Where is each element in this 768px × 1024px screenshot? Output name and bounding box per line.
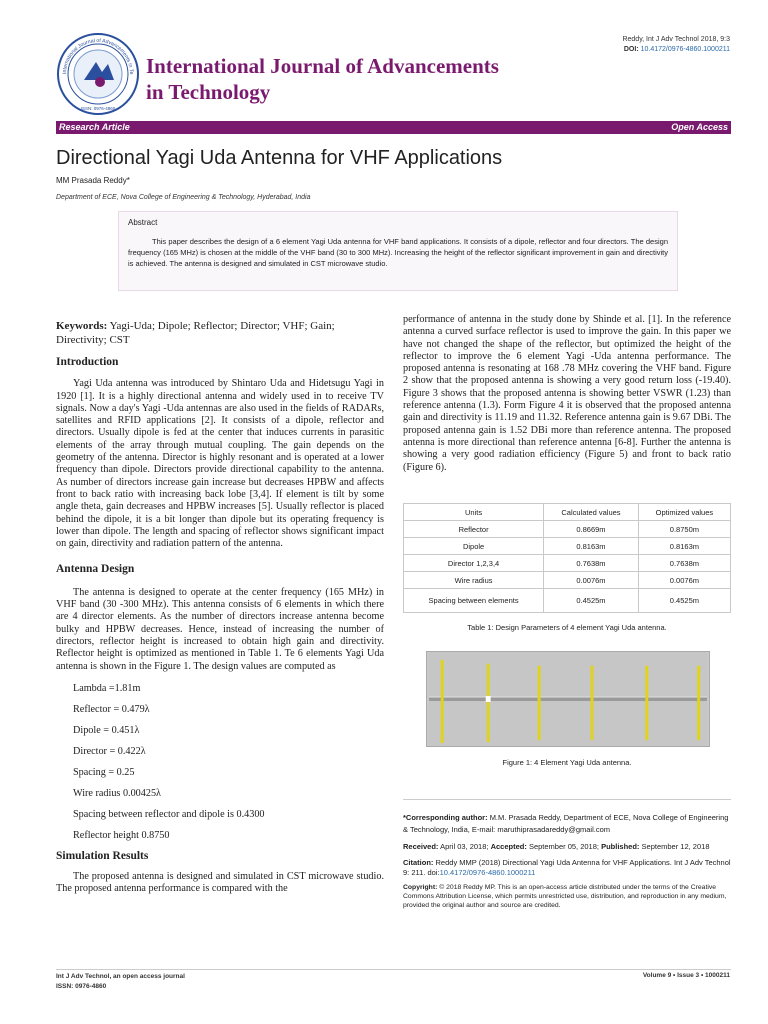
published-date: September 12, 2018 [641,842,710,851]
abstract-text: This paper describes the design of a 6 element Yagi Uda antenna for VHF band applications. It consists of a dipole, reflector and four directors. The design frequency (165 MHz) is chosen at the middle of the VHF band (30 to 300 MHz). Increasing the height of the reflector significant improvement in gain and directivity is achieved. The antenna is designed and simulated in CST microwave studio. [128,237,668,268]
published-label: Published: [601,842,640,851]
copyright-label: Copyright: [403,884,438,891]
author-name: MM Prasada Reddy* [56,176,130,185]
figure-caption: Figure 1: 4 Element Yagi Uda antenna. [502,758,632,767]
feed-point [486,696,491,702]
table-cell: 0.8750m [638,521,730,538]
footer-volume: Volume 9 • Issue 3 • 1000211 [642,972,730,979]
dates [403,841,731,853]
paper-title: Directional Yagi Uda Antenna for VHF Applications [56,147,503,169]
table-row [404,555,731,572]
corr-label: *Corresponding author: [403,813,488,822]
table-header: Units [404,504,544,521]
abstract-box [118,211,678,291]
citation-label: Citation: [403,858,434,867]
logo-issn: ISSN: 0976-4860 [80,106,116,111]
formula-item: Director = 0.422λ [73,745,146,757]
director-element [697,666,700,740]
design-text: The antenna is designed to operate at the center frequency (165 MHz) in VHF band (30 -300 MHz). This antenna consists of 6 elements in which there are 4 director elements. As the number of directors increase antenna become bulky and HPBW decreases. Hence, instead of increasing the number of directors, reflector height is increased to obtain high gain and directivity. Reflector height is optimized as mentioned in Table 1. Te 6 elements Yagi Uda antenna is shown in the Figure 1. The design values are computed as [56,586,384,672]
logo-text: International Journal of Advancements in Te [61,37,135,75]
right-column [403,314,731,474]
intro-heading: Introduction [56,356,119,368]
keywords-text: Yagi-Uda; Dipole; Reflector; Director; VHF; Gain; Directivity; CST [56,320,335,346]
journal-title-line1: International Journal of Advancements [146,54,499,78]
info-divider [403,799,731,800]
table-cell: Spacing between elements [404,589,544,613]
design-heading: Antenna Design [56,563,135,576]
doi-link[interactable]: 10.4172/0976-4860.1000211 [640,46,730,53]
table-caption: Table 1: Design Parameters of 4 element Yagi Uda antenna. [467,623,667,632]
formula-list [56,683,384,842]
header-citation [622,35,730,55]
table-cell: Dipole [404,538,544,555]
table-cell: 0.4525m [638,589,730,613]
citation-block [403,858,731,878]
reflector-element [441,660,444,743]
table-cell: 0.4525m [544,589,639,613]
formula-item: Wire radius 0.00425λ [73,787,161,799]
citation-doi-link[interactable]: 10.4172/0976-4860.1000211 [439,868,536,877]
table-cell: 0.8163m [638,538,730,555]
copyright-block [403,883,731,910]
table-cell: 0.7638m [638,555,730,572]
author-affiliation: Department of ECE, Nova College of Engineering & Technology, Hyderabad, India [56,194,311,201]
formula-item: Reflector height 0.8750 [73,829,170,841]
doi-label: DOI: [623,46,639,53]
formula-item: Lambda =1.81m [73,682,141,694]
journal-logo [56,32,140,116]
footer-divider [56,969,731,970]
table-header: Calculated values [544,504,639,521]
left-column [56,319,384,896]
table-cell: Wire radius [404,572,544,589]
copyright-text: © 2018 Reddy MP. This is an open-access article distributed under the terms of the Creative Commons Attribution License, which permits unrestricted use, distribution, and reproduction in any medium, provided the original author and source are credited. [403,884,727,909]
table-header-row [404,504,731,521]
keywords-label: Keywords: [56,320,108,332]
research-article-label: Research Article [59,122,130,132]
received-label: Received: [403,842,439,851]
corresponding-author [403,812,731,836]
table-cell: 0.0076m [544,572,639,589]
results-text: performance of antenna in the study done by Shinde et al. [1]. In the reference antenna a curved surface reflector is used to improve the gain. In this paper we have not changed the shape of the reflector, but optimized the height of the reflector to improve the 6 element Yagi -Uda antenna performance. The proposed antenna is resonating at 168 .78 MHz covering the VHF band. Figure 2 show that the proposed antenna is showing a very good return loss (-19.40). Figure 3 shows that the proposed antenna is showing better VSWR (1.23) than reference antenna (1.3). Form Figure 4 it is observed that the proposed antenna gain and directivity is 11.19 and 11.32. Reference antenna gain is 9.67 DBi. The proposed antenna gain is 1.52 DBi more than reference antenna. The proposed antenna is more directional than reference antenna [6-8]. Further the antenna is showing a very good radiation efficiency (Figure 5) and front to back ratio (Figure 6). [403,314,731,473]
table-cell: 0.8669m [544,521,639,538]
formula-item: Dipole = 0.451λ [73,724,140,736]
table-header: Optimized values [638,504,730,521]
table-row [404,589,731,613]
dipole-element [487,664,490,742]
intro-text: Yagi Uda antenna was introduced by Shintaro Uda and Hidetsugu Yagi in 1920 [1]. It is a highly directional antenna and widely used in to receive TV signals. Now a day's Yagi -Uda antennas are also used in the fields of RADARs, satellites and RFID applications [2]. It consists of a dipole, reflector and directors. Usually dipole is fed at the center that induces currents in parasitic elements of the array through mutual coupling. The gain depends on the geometry of the antenna. Director is highly resonant and is operated at a lower frequency than dipole. Directors provide directional capability to the antenna. As number of directors increase gain increase but decreases HPBW and affects front to back ratio with increasing back lobe [3,4]. If element is tilt by some angle theta, gain decreases and HPBW increases [5]. Usually reflector is placed behind the dipole, it is a bit longer than dipole but its operating frequency is lower than dipole. The length and spacing of reflector shows significant impact on gain, directivity and radiation pattern of the antenna. [56,378,384,550]
design-parameters-table [403,503,731,613]
table-row [404,538,731,555]
footer-journal-name: Int J Adv Technol, an open access journal [56,973,185,980]
journal-title [146,53,576,105]
keywords [56,319,384,347]
simulation-heading: Simulation Results [56,849,149,862]
citation-short: Reddy, Int J Adv Technol 2018, 9:3 [622,36,730,43]
table-cell: Director 1,2,3,4 [404,555,544,572]
table-cell: Reflector [404,521,544,538]
abstract-heading: Abstract [128,218,158,227]
director-element [591,666,594,740]
antenna-figure [426,651,710,747]
citation-text: Reddy MMP (2018) Directional Yagi Uda Antenna for VHF Applications. Int J Adv Technol 9: 211. doi: [403,858,731,877]
formula-item: Spacing between reflector and dipole is 0.4300 [73,808,265,820]
accepted-label: Accepted: [490,842,527,851]
director-element [645,666,648,740]
article-type-bar [56,121,731,134]
open-access-label: Open Access [671,122,728,132]
director-element [538,666,541,740]
table-cell: 0.8163m [544,538,639,555]
table-cell: 0.7638m [544,555,639,572]
journal-title-line2: in Technology [146,80,271,104]
accepted-date: September 05, 2018; [528,842,599,851]
formula-item: Spacing = 0.25 [73,766,135,778]
article-info [403,799,731,910]
table-row [404,521,731,538]
corr-text: M.M. Prasada Reddy, Department of ECE, Nova College of Engineering & Technology, India, E-mail: maruthiprasadareddy@gmail.com [403,813,729,834]
received-date: April 03, 2018; [440,842,489,851]
footer-journal-info [56,972,185,992]
table-row [404,572,731,589]
simulation-text: The proposed antenna is designed and simulated in CST microwave studio. The proposed antenna performance is compared with the [56,871,384,895]
table-cell: 0.0076m [638,572,730,589]
footer-issn: ISSN: 0976-4860 [56,983,107,990]
formula-item: Reflector = 0.479λ [73,703,150,715]
